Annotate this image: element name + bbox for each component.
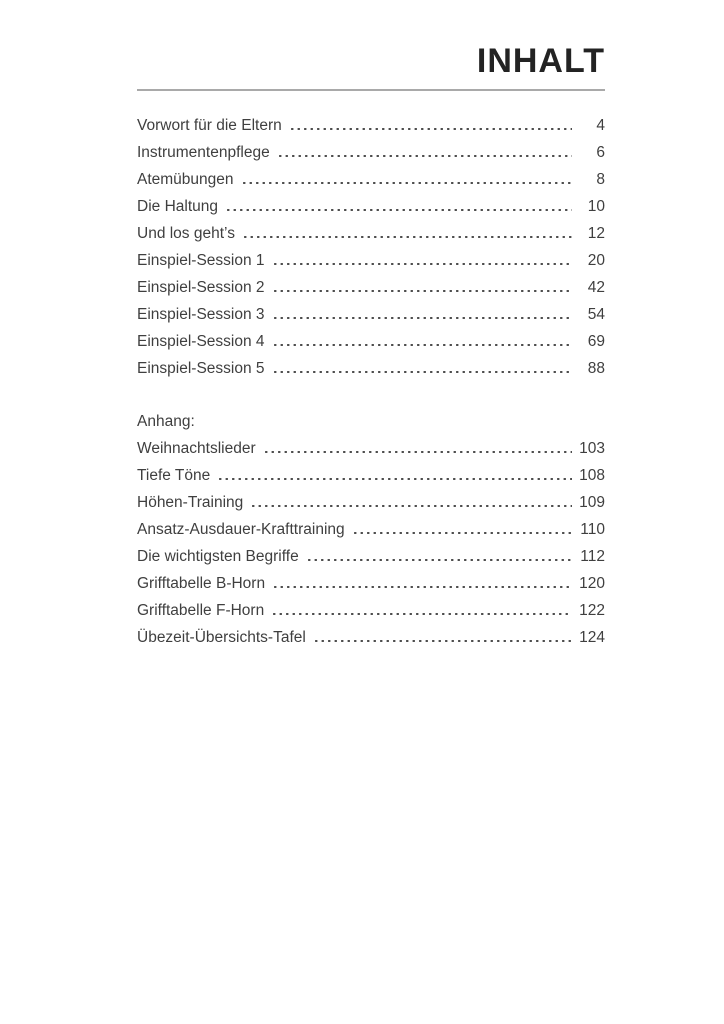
- toc-entry-page: 108: [579, 467, 605, 484]
- toc-entry-page: 4: [596, 117, 605, 134]
- toc-entry: [137, 467, 605, 494]
- toc-entry-page: 110: [580, 521, 605, 538]
- toc-entry-page: 112: [580, 548, 605, 565]
- toc-entry: [137, 360, 605, 387]
- toc-entry-page: 20: [587, 252, 605, 269]
- toc-entry-page: 109: [579, 494, 605, 511]
- toc-entry: [137, 252, 605, 279]
- toc-entry-label: Weihnachtslieder: [137, 440, 256, 457]
- toc-entry: [137, 171, 605, 198]
- toc-entry: [137, 548, 605, 575]
- toc-entry: [137, 333, 605, 360]
- toc-entry-page: 42: [587, 279, 605, 296]
- toc-entry-page: 122: [579, 602, 605, 619]
- dot-leader: [272, 371, 572, 373]
- dot-leader: [277, 155, 572, 157]
- toc-entry: [137, 440, 605, 467]
- page-title: INHALT: [476, 42, 605, 80]
- dot-leader: [272, 263, 572, 265]
- toc-entry: [137, 521, 605, 548]
- dot-leader: [263, 451, 572, 453]
- toc-entry-page: 10: [587, 198, 605, 215]
- dot-leader: [313, 640, 572, 642]
- toc-entry-page: 12: [587, 225, 605, 242]
- title-rule: [137, 89, 605, 91]
- toc-entry-page: 69: [587, 333, 605, 350]
- toc-entry: [137, 575, 605, 602]
- toc-entry: [137, 117, 605, 144]
- dot-leader: [271, 613, 572, 615]
- toc-entry-label: Instrumentenpflege: [137, 144, 270, 161]
- toc-entry: [137, 198, 605, 225]
- toc-main-list: [137, 117, 605, 387]
- toc-entry-label: Die wichtigsten Begriffe: [137, 548, 299, 565]
- toc-entry-label: Vorwort für die Eltern: [137, 117, 282, 134]
- appendix-heading: Anhang:: [137, 413, 195, 430]
- dot-leader: [272, 290, 572, 292]
- dot-leader: [225, 209, 572, 211]
- dot-leader: [250, 505, 572, 507]
- toc-entry-label: Übezeit-Übersichts-Tafel: [137, 629, 306, 646]
- toc-entry: [137, 306, 605, 333]
- toc-entry: [137, 602, 605, 629]
- toc-entry-label: Einspiel-Session 3: [137, 306, 265, 323]
- dot-leader: [242, 236, 572, 238]
- toc-entry-page: 54: [587, 306, 605, 323]
- toc-entry-label: Einspiel-Session 4: [137, 333, 265, 350]
- toc-entry-label: Einspiel-Session 2: [137, 279, 265, 296]
- toc-entry-label: Tiefe Töne: [137, 467, 211, 484]
- dot-leader: [306, 559, 572, 561]
- toc-content: [137, 44, 605, 656]
- toc-entry-label: Ansatz-Ausdauer-Krafttraining: [137, 521, 345, 538]
- dot-leader: [289, 128, 572, 130]
- toc-appendix-section: [137, 413, 605, 656]
- toc-entry-label: Einspiel-Session 1: [137, 252, 265, 269]
- dot-leader: [272, 586, 572, 588]
- toc-entry-page: 88: [587, 360, 605, 377]
- dot-leader: [217, 478, 572, 480]
- toc-entry-page: 124: [579, 629, 605, 646]
- appendix-heading-row: [137, 413, 605, 440]
- toc-entry-page: 6: [596, 144, 605, 161]
- toc-entry-label: Höhen-Training: [137, 494, 244, 511]
- toc-entry-label: Grifftabelle F-Horn: [137, 602, 265, 619]
- toc-entry: [137, 225, 605, 252]
- toc-entry-label: Die Haltung: [137, 198, 218, 215]
- toc-entry-page: 103: [579, 440, 605, 457]
- dot-leader: [241, 182, 572, 184]
- toc-entry: [137, 144, 605, 171]
- toc-entry: [137, 279, 605, 306]
- toc-entry-label: Und los geht’s: [137, 225, 235, 242]
- toc-entry-page: 120: [579, 575, 605, 592]
- toc-entry-label: Atemübungen: [137, 171, 234, 188]
- toc-entry: [137, 494, 605, 521]
- dot-leader: [272, 317, 572, 319]
- dot-leader: [272, 344, 572, 346]
- toc-entry-label: Grifftabelle B-Horn: [137, 575, 266, 592]
- toc-entry: [137, 629, 605, 656]
- toc-entry-label: Einspiel-Session 5: [137, 360, 265, 377]
- toc-entry-page: 8: [596, 171, 605, 188]
- dot-leader: [352, 532, 572, 534]
